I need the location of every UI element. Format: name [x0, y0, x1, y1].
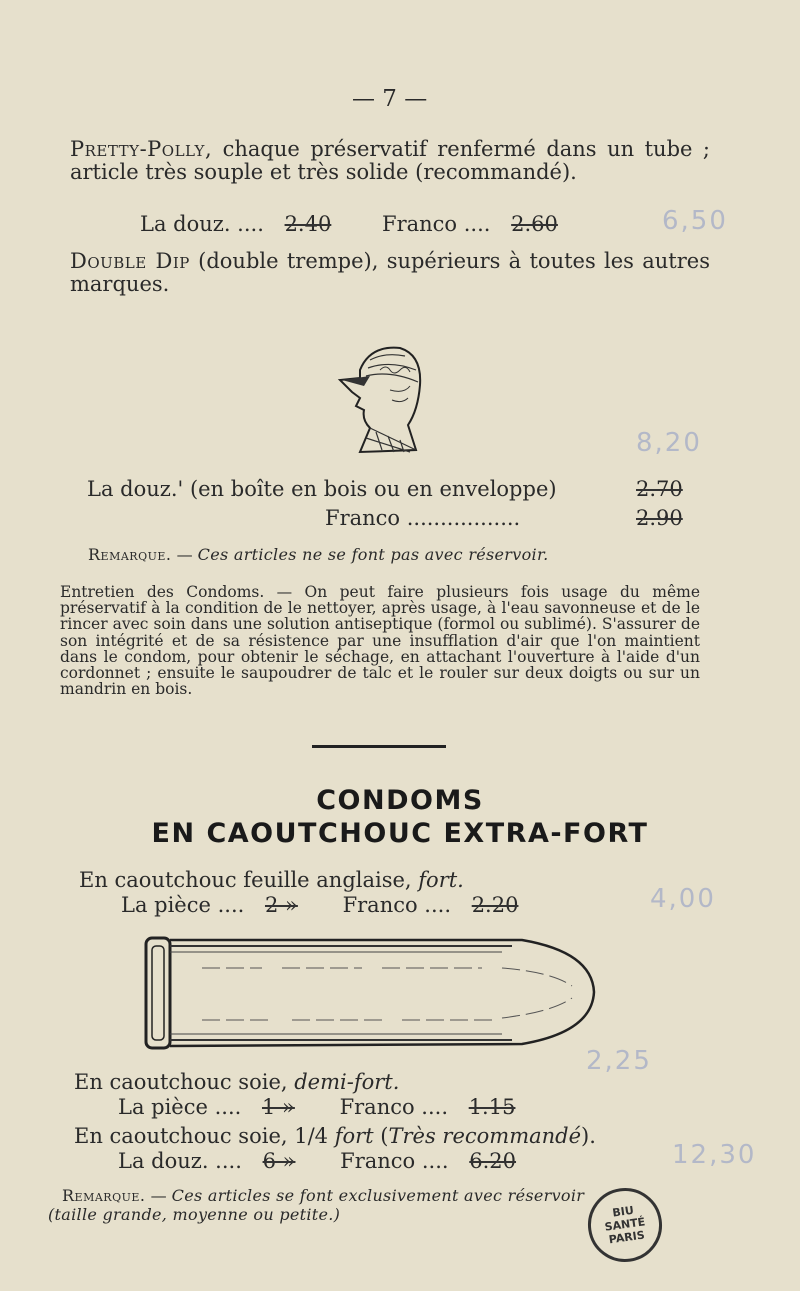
- remarque-1-text: Ces articles ne se font pas avec réservoir.: [197, 545, 549, 564]
- section-divider: [312, 745, 446, 748]
- handwritten-price-soie-quart: 12,30: [672, 1140, 757, 1170]
- handwritten-price-feuille: 4,00: [650, 884, 716, 914]
- soie-quart-italic1: fort: [334, 1124, 374, 1148]
- section-heading-line2: EN CAOUTCHOUC EXTRA-FORT: [151, 818, 649, 849]
- soie-demi-price-line: [118, 1095, 515, 1119]
- soie-quart-paren-close: ).: [581, 1124, 596, 1148]
- library-stamp: [583, 1183, 667, 1267]
- handwritten-price-double-dip: 8,20: [636, 428, 702, 458]
- remarque-2: [62, 1186, 584, 1205]
- feuille-italic: fort.: [418, 868, 464, 892]
- pretty-polly-brand: Pretty-Polly,: [70, 137, 213, 161]
- feuille-piece-old: 2 »: [264, 893, 298, 917]
- remarque-2-line2: [48, 1205, 340, 1224]
- douz-boite-franco: 2.90: [636, 506, 683, 530]
- soie-quart-douz-old: 6 »: [262, 1149, 296, 1173]
- feuille-piece-label: La pièce ....: [121, 893, 245, 917]
- stamp-line1: BIU: [611, 1203, 635, 1220]
- pretty-polly-franco-label: Franco ....: [382, 212, 491, 236]
- section-heading-line1: CONDOMS: [316, 785, 484, 816]
- pretty-polly-price-line: [140, 212, 558, 236]
- soie-demi-line: [74, 1070, 399, 1094]
- condom-illustration: [142, 932, 600, 1054]
- feuille-price-line: [121, 893, 518, 917]
- remarque-1-label: Remarque.: [88, 545, 172, 564]
- remarque-2-label: Remarque.: [62, 1186, 146, 1205]
- remarque-1: [88, 545, 549, 564]
- feuille-franco-old: 2.20: [471, 893, 519, 917]
- feuille-line: [79, 868, 464, 892]
- soie-quart-douz-label: La douz. ....: [118, 1149, 242, 1173]
- soie-quart-price-line: [118, 1149, 516, 1173]
- entretien-paragraph: Entretien des Condoms. — On peut faire plusieurs fois usage du même préservatif à la condition de le nettoyer, après usage, à l'eau savonneuse et de le rincer avec soin dans une solution antiseptique (formol ou sublimé). S'assurer de son intégrité et de sa résistence par une insufflation d'air que l'on maintient dans le condom, pour obtenir le séchage, en attachant l'ouverture à l'aide d'un cordonnet ; ensuite le saupoudrer de talc et le rouler sur deux doigts ou sur un mandrin en bois.: [60, 583, 700, 699]
- douz-boite-franco-label: Franco .................: [325, 506, 521, 530]
- soie-demi-italic: demi-fort.: [294, 1070, 400, 1094]
- soie-quart-line: [74, 1124, 596, 1148]
- soie-quart-franco-old: 6.20: [469, 1149, 517, 1173]
- douz-boite-price: 2.70: [636, 477, 683, 501]
- feuille-text: En caoutchouc feuille anglaise,: [79, 868, 419, 892]
- knight-helmet-illustration: [330, 340, 430, 460]
- double-dip-brand: Double Dip: [70, 249, 190, 273]
- soie-demi-piece-label: La pièce ....: [118, 1095, 242, 1119]
- pretty-polly-price-label: La douz. ....: [140, 212, 264, 236]
- douz-boite-label: La douz.' (en boîte en bois ou en enveloppe): [87, 477, 557, 501]
- pretty-polly-price-old: 2.40: [284, 212, 332, 236]
- remarque-1-dash: —: [171, 545, 198, 564]
- page-number: — 7 —: [352, 86, 428, 112]
- double-dip-paragraph: [70, 250, 710, 296]
- soie-quart-franco-label: Franco ....: [340, 1149, 449, 1173]
- stamp-line2: SANTÉ: [603, 1215, 646, 1234]
- double-dip-text: (double trempe), supérieurs à toutes les autres marques.: [70, 249, 710, 296]
- pretty-polly-franco-old: 2.60: [511, 212, 558, 236]
- remarque-2-text: Ces articles se font exclusivement avec réservoir: [171, 1186, 585, 1205]
- feuille-franco-label: Franco ....: [342, 893, 451, 917]
- soie-quart-italic2: Très recommandé: [388, 1124, 582, 1148]
- handwritten-price-soie-demi: 2,25: [586, 1046, 652, 1076]
- handwritten-price-pretty-polly: 6,50: [662, 206, 728, 236]
- soie-demi-franco-label: Franco ....: [339, 1095, 448, 1119]
- stamp-line3: PARIS: [607, 1228, 646, 1247]
- soie-demi-piece-old: 1 »: [261, 1095, 295, 1119]
- soie-demi-text: En caoutchouc soie,: [74, 1070, 295, 1094]
- remarque-2-dash: —: [145, 1186, 172, 1205]
- soie-quart-paren-open: (: [373, 1124, 389, 1148]
- pretty-polly-paragraph: [70, 138, 710, 184]
- pretty-polly-text: chaque préservatif renfermé dans un tube ; article très souple et très solide (recommandé).: [70, 137, 710, 184]
- remarque-2-text2: (taille grande, moyenne ou petite.): [48, 1205, 341, 1224]
- soie-demi-franco-old: 1.15: [468, 1095, 516, 1119]
- soie-quart-text: En caoutchouc soie, 1/4: [74, 1124, 335, 1148]
